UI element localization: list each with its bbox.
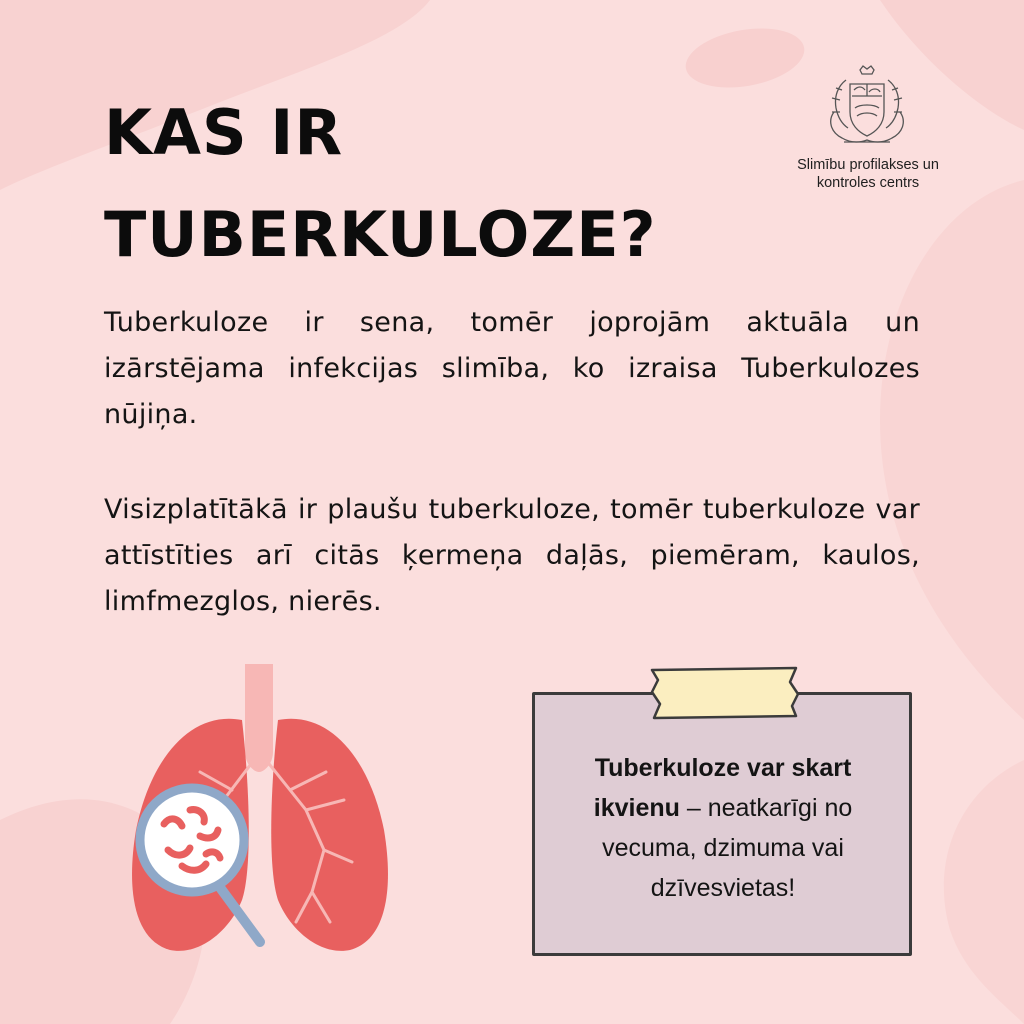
coat-of-arms-icon [822, 62, 912, 150]
location-paragraph: Visizplatītākā ir plaušu tuberkuloze, tomēr tuberkuloze var attīstīties arī citās ķermeņa daļās, piemēram, kaulos, limfmezglos, nierēs. [104, 494, 920, 617]
lungs-illustration [120, 660, 410, 960]
organization-line-1: Slimību profilakses un [797, 157, 939, 173]
tape-icon [648, 664, 800, 720]
organization-line-2: kontroles centrs [816, 175, 920, 191]
note-bold-text: Tuberkuloze var skart ikvienu [593, 754, 852, 822]
page-title [104, 82, 657, 286]
organization-name [770, 156, 966, 192]
intro-paragraph: Tuberkuloze ir sena, tomēr joprojām aktuāla un izārstējama infekcijas slimība, ko izraisa Tuberkulozes nūjiņa. [104, 307, 920, 430]
note-text [550, 748, 896, 908]
note-rest-text: – neatkarīgi no vecuma, dzimuma vai dzīvesvietas! [602, 794, 853, 902]
title-line-2: TUBERKULOZE? [104, 198, 657, 271]
callout-note [530, 664, 916, 964]
title-line-1: KAS IR [104, 96, 344, 169]
